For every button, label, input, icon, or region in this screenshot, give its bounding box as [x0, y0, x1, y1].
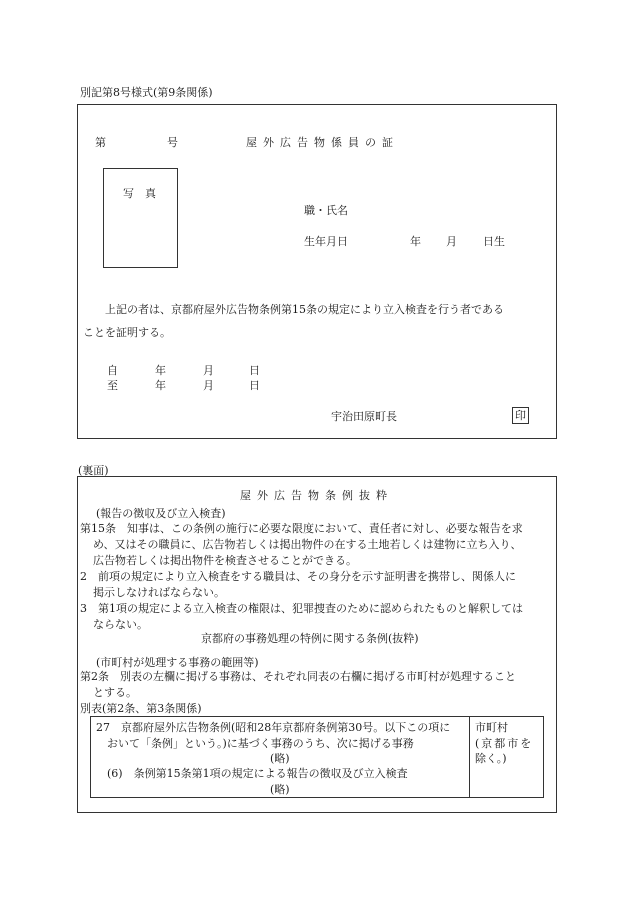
photo-box: [103, 168, 178, 268]
birth-month: 月: [446, 235, 457, 248]
photo-label: 写 真: [123, 187, 156, 200]
article-2-line-2: とする。: [93, 686, 137, 699]
valid-from-day: 日: [249, 364, 260, 377]
valid-to-year: 年: [155, 379, 166, 392]
seal-stamp: 印: [512, 407, 529, 424]
back-title: 屋外広告物条例抜粋: [240, 489, 393, 502]
valid-to-month: 月: [203, 379, 214, 392]
paragraph-2-line-1: 2 前項の規定により立入検査をする職員は、その身分を示す証明書を携帯し、関係人に: [80, 570, 516, 583]
table-left-line-3: (略): [270, 752, 290, 765]
special-ordinance-title: 京都府の事務処理の特例に関する条例(抜粋): [201, 632, 419, 645]
caption-municipal-scope: (市町村が処理する事務の範囲等): [96, 656, 259, 669]
valid-to-label: 至: [107, 379, 118, 392]
name-label: 職・氏名: [304, 204, 348, 217]
issuer: 宇治田原町長: [331, 410, 397, 423]
birth-year: 年: [410, 235, 421, 248]
table-right-line-3: 除く。): [475, 752, 507, 765]
table-right-line-2: (京都市を: [475, 737, 534, 750]
article-15-line-2: め、又はその職員に、広告物若しくは掲出物件の在する土地若しくは建物に立ち入り、: [93, 538, 522, 551]
table-left-line-1: 27 京都府屋外広告物条例(昭和28年京都府条例第30号。以下この項に: [96, 721, 451, 734]
number-suffix: 号: [167, 136, 178, 149]
number-prefix: 第: [95, 136, 106, 149]
table-left-line-4: (6) 条例第15条第1項の規定による報告の徴収及び立入検査: [107, 767, 408, 780]
paragraph-3-line-2: ならない。: [93, 618, 148, 631]
table-column-divider: [469, 716, 470, 798]
valid-to-day: 日: [249, 379, 260, 392]
paragraph-3-line-1: 3 第1項の規定による立入検査の権限は、犯罪捜査のために認められたものと解釈しては: [80, 602, 523, 615]
table-left-line-5: (略): [270, 783, 290, 796]
table-right-line-1: 市町村: [475, 721, 508, 734]
valid-from-month: 月: [203, 364, 214, 377]
caption-inspection: (報告の徴収及び立入検査): [96, 507, 226, 520]
birth-day: 日生: [483, 235, 505, 248]
article-2-line-1: 第2条 別表の左欄に掲げる事務は、それぞれ同表の右欄に掲げる市町村が処理すること: [80, 670, 516, 683]
birth-label: 生年月日: [304, 235, 348, 248]
certification-line-2: ことを証明する。: [83, 326, 171, 339]
annex-table-caption: 別表(第2条、第3条関係): [80, 702, 202, 715]
valid-from-year: 年: [155, 364, 166, 377]
valid-from-label: 自: [107, 364, 118, 377]
front-card: [77, 104, 557, 439]
article-15-line-1: 第15条 知事は、この条例の施行に必要な限度において、責任者に対し、必要な報告を求: [80, 522, 523, 535]
back-label: (裏面): [78, 464, 109, 477]
article-15-line-3: 広告物若しくは掲出物件を検査させることができる。: [93, 554, 357, 567]
certification-line-1: 上記の者は、京都府屋外広告物条例第15条の規定により立入検査を行う者である: [105, 303, 504, 316]
paragraph-2-line-2: 掲示しなければならない。: [93, 586, 225, 599]
table-left-line-2: おいて「条例」という。)に基づく事務のうち、次に掲げる事務: [107, 737, 414, 750]
form-header: 別記第8号様式(第9条関係): [80, 86, 213, 99]
card-title: 屋外広告物係員の証: [246, 136, 399, 149]
